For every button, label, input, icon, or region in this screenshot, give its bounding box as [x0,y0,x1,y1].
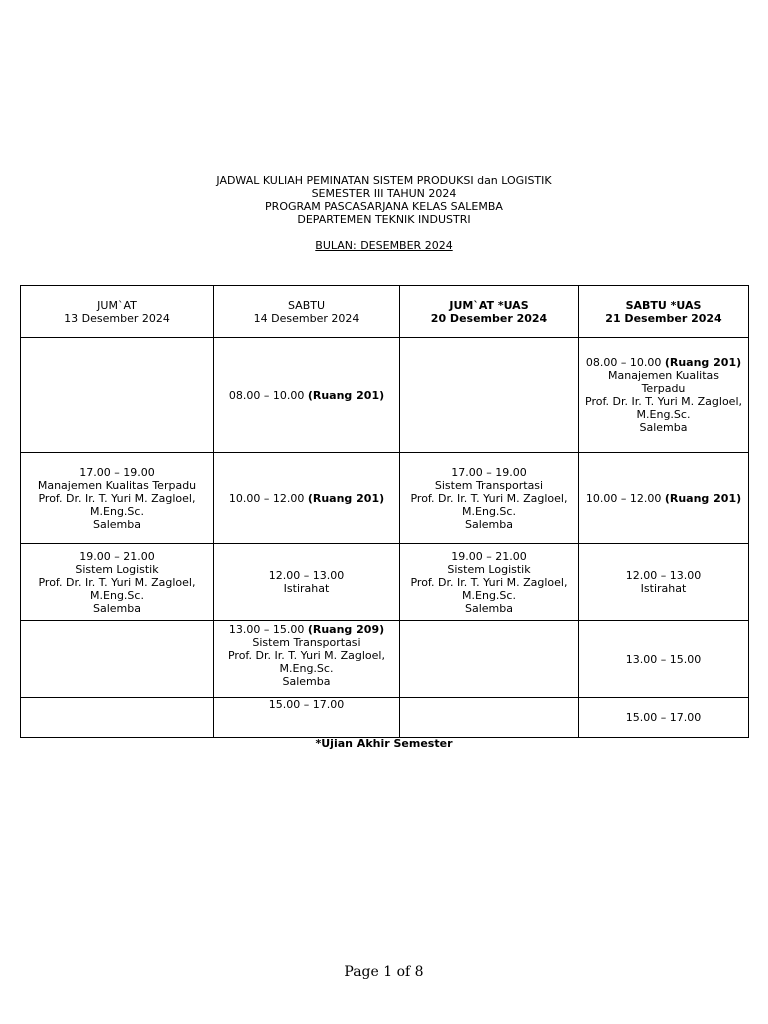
table-cell: 12.00 – 13.00 Istirahat [214,544,400,621]
table-cell: 10.00 – 12.00 (Ruang 201) [579,453,749,544]
table-cell-empty [400,338,579,453]
column-header-sabtu-14: SABTU 14 Desember 2024 [214,286,400,338]
table-row [21,453,749,544]
column-header-sabtu-uas-21: SABTU *UAS 21 Desember 2024 [579,286,749,338]
table-row [21,544,749,621]
table-cell: 13.00 – 15.00 (Ruang 209) Sistem Transportasi Prof. Dr. Ir. T. Yuri M. Zagloel, M.Eng.Sc. Salemba [214,621,400,698]
column-header-jumat-uas-20: JUM`AT *UAS 20 Desember 2024 [400,286,579,338]
table-cell: 10.00 – 12.00 (Ruang 201) [214,453,400,544]
table-cell: 15.00 – 17.00 [214,698,400,738]
table-cell: 17.00 – 19.00 Manajemen Kualitas Terpadu Prof. Dr. Ir. T. Yuri M. Zagloel, M.Eng.Sc. Salemba [21,453,214,544]
footnote-uas: *Ujian Akhir Semester [315,737,453,750]
table-cell-empty [400,698,579,738]
table-cell-empty [21,338,214,453]
page-number: Page 1 of 8 [344,964,424,980]
table-cell: 08.00 – 10.00 (Ruang 201) [214,338,400,453]
table-cell-empty [21,621,214,698]
header-department: DEPARTEMEN TEKNIK INDUSTRI [297,213,471,226]
header-month: BULAN: DESEMBER 2024 [315,239,453,252]
table-cell: 17.00 – 19.00 Sistem Transportasi Prof. Dr. Ir. T. Yuri M. Zagloel, M.Eng.Sc. Salemba [400,453,579,544]
column-header-jumat-13: JUM`AT 13 Desember 2024 [21,286,214,338]
table-cell: 12.00 – 13.00 Istirahat [579,544,749,621]
header-title: JADWAL KULIAH PEMINATAN SISTEM PRODUKSI dan LOGISTIK [216,174,552,187]
table-row [21,621,749,698]
table-cell: 15.00 – 17.00 [579,698,749,738]
document-header [0,174,768,252]
table-cell-empty [21,698,214,738]
schedule-table [20,285,749,738]
table-cell: 19.00 – 21.00 Sistem Logistik Prof. Dr. Ir. T. Yuri M. Zagloel, M.Eng.Sc. Salemba [400,544,579,621]
header-program: PROGRAM PASCASARJANA KELAS SALEMBA [265,200,503,213]
table-cell: 08.00 – 10.00 (Ruang 201) Manajemen Kualitas Terpadu Prof. Dr. Ir. T. Yuri M. Zagloel, M.Eng.Sc. Salemba [579,338,749,453]
table-row [21,338,749,453]
header-semester: SEMESTER III TAHUN 2024 [311,187,457,200]
table-cell-empty [400,621,579,698]
table-row [21,698,749,738]
table-cell: 13.00 – 15.00 [579,621,749,698]
table-cell: 19.00 – 21.00 Sistem Logistik Prof. Dr. Ir. T. Yuri M. Zagloel, M.Eng.Sc. Salemba [21,544,214,621]
table-header-row [21,286,749,338]
